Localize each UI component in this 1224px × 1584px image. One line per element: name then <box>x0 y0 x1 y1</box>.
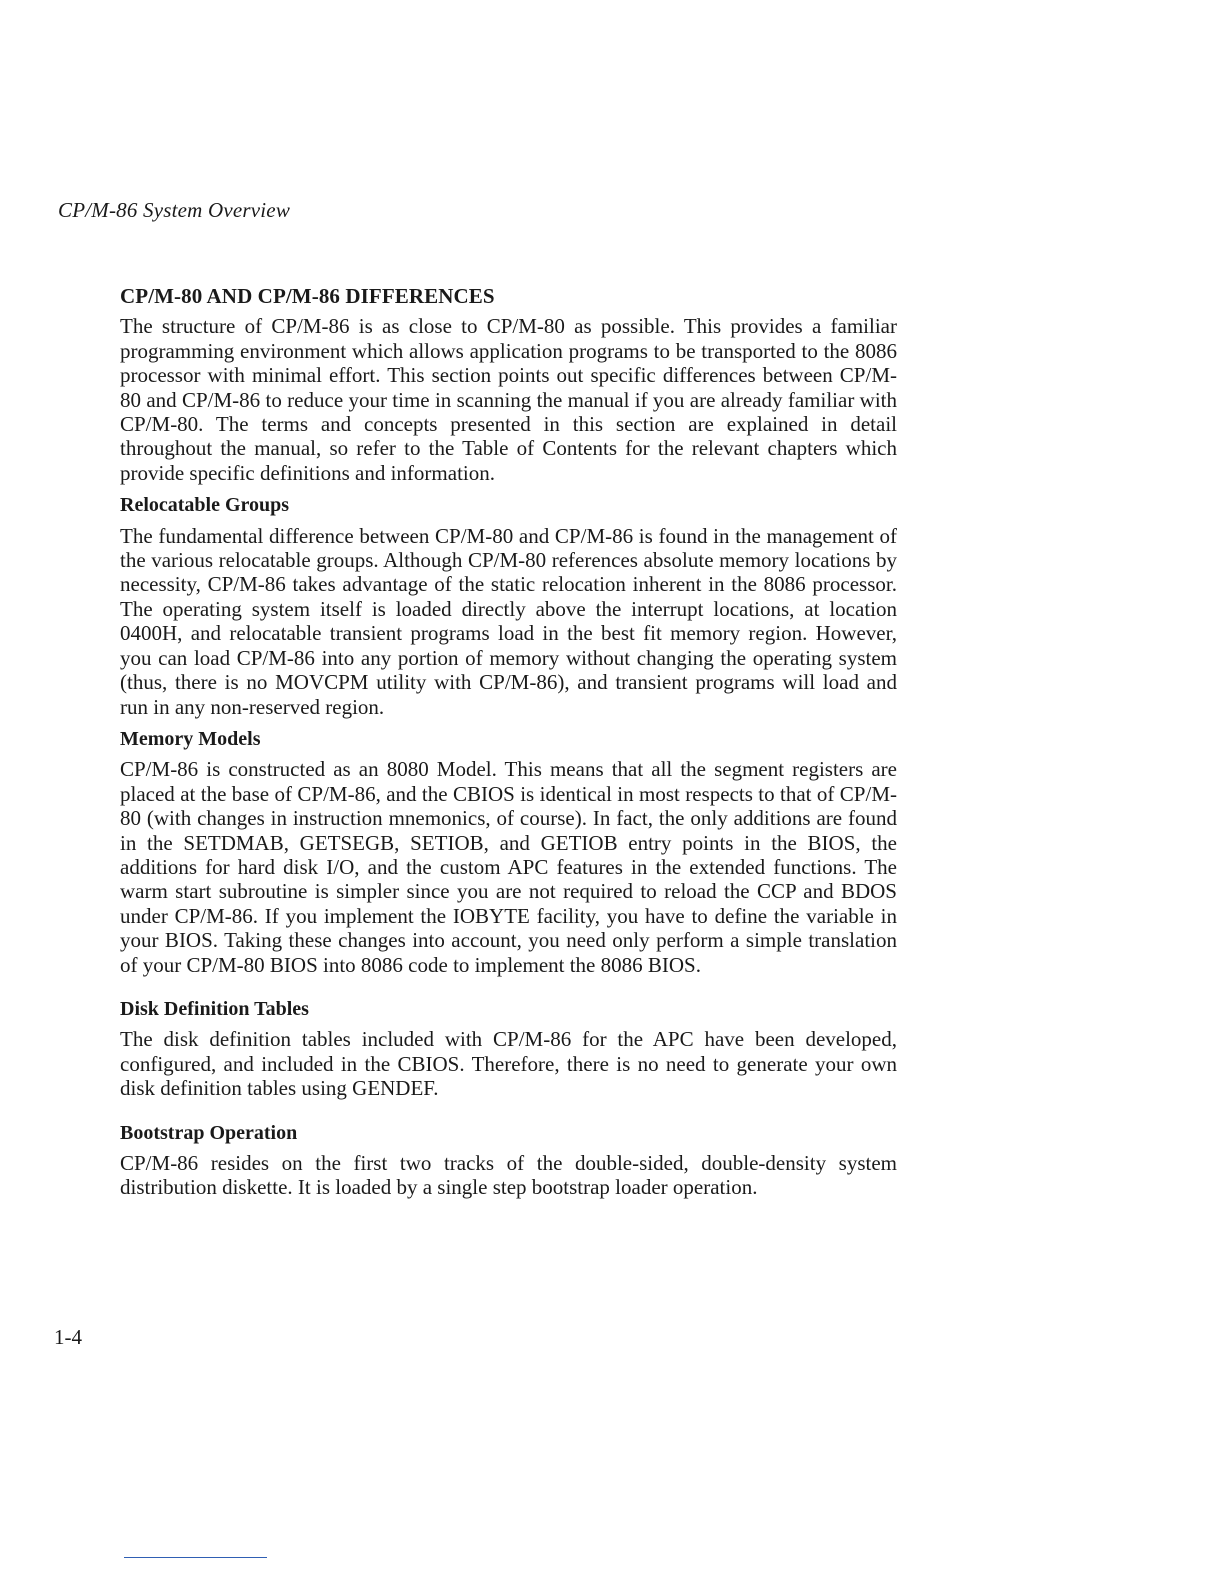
subsection-body-disk-definition-tables: The disk definition tables included with CP/M-86 for the APC have been developed, configured, and included in the CBIOS. Therefore, there is no need to generate your own disk definition tables using GENDEF. <box>120 1027 897 1101</box>
subsection-title-memory-models: Memory Models <box>120 727 261 750</box>
footer-rule <box>124 1557 267 1558</box>
running-head: CP/M-86 System Overview <box>58 198 291 222</box>
section-title: CP/M-80 AND CP/M-86 DIFFERENCES <box>120 284 495 308</box>
subsection-title-relocatable-groups: Relocatable Groups <box>120 494 290 517</box>
subsection-title-bootstrap-operation: Bootstrap Operation <box>120 1121 298 1144</box>
subsection-body-relocatable-groups: The fundamental difference between CP/M-80 and CP/M-86 is found in the management of the various relocatable groups. Although CP/M-80 references absolute memory locations by necessity, CP/M-86 takes advantage of the static relocation inherent in the 8086 processor. The operating system itself is loaded directly above the interrupt locations, at location 0400H, and relocatable transient programs load in the best fit memory region. However, you can load CP/M-86 into any portion of memory without changing the operating system (thus, there is no MOVCPM utility with CP/M-86), and transient programs will load and run in any non-reserved region. <box>120 523 897 719</box>
page-number: 1-4 <box>54 1325 82 1349</box>
page-content <box>120 284 897 1208</box>
subsection-title-disk-definition-tables: Disk Definition Tables <box>120 997 309 1020</box>
subsection-body-bootstrap-operation: CP/M-86 resides on the first two tracks of the double-sided, double-density system distribution diskette. It is loaded by a single step bootstrap loader operation. <box>120 1151 897 1200</box>
intro-paragraph: The structure of CP/M-86 is as close to CP/M-80 as possible. This provides a familiar programming environment which allows application programs to be transported to the 8086 processor with minimal effort. This section points out specific differences between CP/M-80 and CP/M-86 to reduce your time in scanning the manual if you are already familiar with CP/M-80. The terms and concepts presented in this section are explained in detail throughout the manual, so refer to the Table of Contents for the relevant chapters which provide specific definitions and information. <box>120 314 897 485</box>
subsection-body-memory-models: CP/M-86 is constructed as an 8080 Model. This means that all the segment registers are placed at the base of CP/M-86, and the CBIOS is identical in most respects to that of CP/M-80 (with changes in instruction mnemonics, of course). In fact, the only additions are found in the SETDMAB, GETSEGB, SETIOB, and GETIOB entry points in the BIOS, the additions for hard disk I/O, and the custom APC features in the extended functions. The warm start subroutine is simpler since you are not required to reload the CCP and BDOS under CP/M-86. If you implement the IOBYTE facility, you have to define the variable in your BIOS. Taking these changes into account, you need only perform a simple translation of your CP/M-80 BIOS into 8086 code to implement the 8086 BIOS. <box>120 757 897 977</box>
